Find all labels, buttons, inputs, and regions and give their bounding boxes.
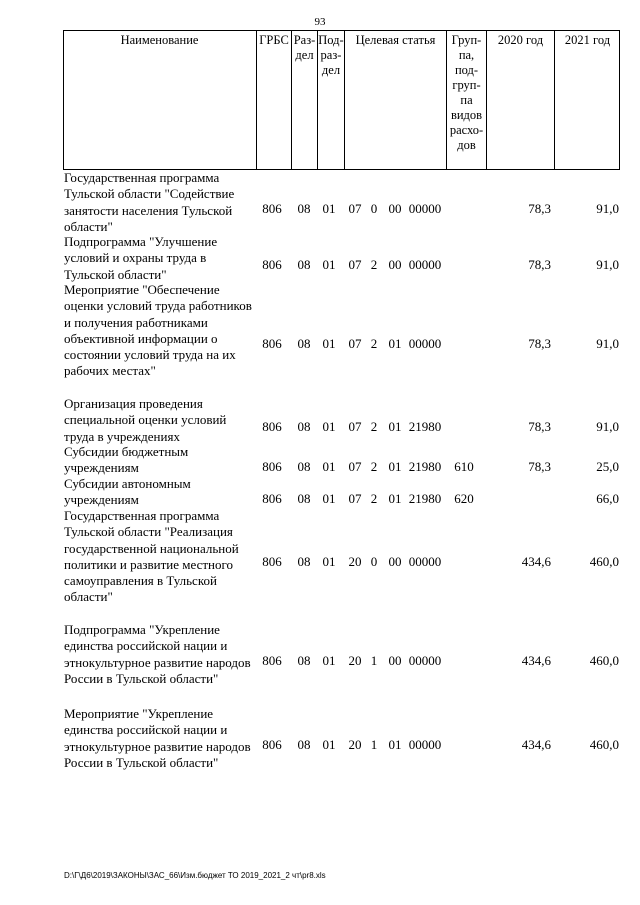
grbs-cell: 806 bbox=[262, 459, 282, 474]
table-row bbox=[0, 444, 640, 478]
file-path-footer: D:\Г\Д6\2019\ЗАКОНЫ\ЗАС_66\Изм.бюджет ТО 2019_2021_2 чт\pr8.xls bbox=[64, 871, 326, 880]
target-c3-cell: 01 bbox=[388, 336, 402, 351]
row-name: Субсидии автономным учреждениям bbox=[64, 476, 191, 508]
row-name: Подпрограмма "Улучшение условий и охраны труда в Тульской области" bbox=[64, 234, 218, 282]
target-c4-cell: 21980 bbox=[408, 491, 442, 506]
target-c2-cell: 1 bbox=[370, 653, 378, 668]
razdel-cell: 08 bbox=[297, 554, 311, 569]
podrazdel-cell: 01 bbox=[322, 554, 336, 569]
target-c1-cell: 20 bbox=[348, 653, 362, 668]
podrazdel-cell: 01 bbox=[322, 653, 336, 668]
header-razdel: Раз- дел bbox=[291, 30, 317, 170]
razdel-cell: 08 bbox=[297, 257, 311, 272]
value-2020-cell: 434,6 bbox=[521, 737, 551, 752]
header-2021: 2021 год bbox=[554, 30, 620, 170]
value-2021-cell: 460,0 bbox=[589, 653, 619, 668]
target-c1-cell: 07 bbox=[348, 459, 362, 474]
target-c1-cell: 07 bbox=[348, 491, 362, 506]
razdel-cell: 08 bbox=[297, 491, 311, 506]
grbs-cell: 806 bbox=[262, 554, 282, 569]
target-c4-cell: 21980 bbox=[408, 419, 442, 434]
header-target: Целевая статья bbox=[344, 30, 446, 170]
target-c4-cell: 00000 bbox=[408, 201, 442, 216]
header-group: Груп- па, под- груп- па видов расхо- дов bbox=[446, 30, 486, 170]
target-c4-cell: 00000 bbox=[408, 336, 442, 351]
target-c3-cell: 01 bbox=[388, 419, 402, 434]
grbs-cell: 806 bbox=[262, 653, 282, 668]
table-row bbox=[0, 170, 640, 236]
table-row bbox=[0, 622, 640, 688]
value-2020-cell: 434,6 bbox=[521, 653, 551, 668]
target-c3-cell: 00 bbox=[388, 201, 402, 216]
target-c3-cell: 00 bbox=[388, 653, 402, 668]
row-name: Государственная программа Тульской области "Реализация государственной национальной политики и развитие местного самоуправления в Тульской области" bbox=[64, 508, 239, 605]
target-c1-cell: 07 bbox=[348, 201, 362, 216]
target-c4-cell: 00000 bbox=[408, 737, 442, 752]
razdel-cell: 08 bbox=[297, 336, 311, 351]
header-2020: 2020 год bbox=[486, 30, 554, 170]
grbs-cell: 806 bbox=[262, 336, 282, 351]
podrazdel-cell: 01 bbox=[322, 737, 336, 752]
value-2020-cell: 78,3 bbox=[528, 201, 551, 216]
table-row bbox=[0, 234, 640, 284]
razdel-cell: 08 bbox=[297, 419, 311, 434]
target-c1-cell: 07 bbox=[348, 336, 362, 351]
target-c2-cell: 0 bbox=[370, 554, 378, 569]
podrazdel-cell: 01 bbox=[322, 459, 336, 474]
table-row bbox=[0, 282, 640, 394]
row-name: Государственная программа Тульской области "Содействие занятости населения Тульской области" bbox=[64, 170, 235, 234]
target-c3-cell: 00 bbox=[388, 554, 402, 569]
value-2021-cell: 91,0 bbox=[596, 419, 619, 434]
row-name: Подпрограмма "Укрепление единства российской нации и этнокультурное развитие народов России в Тульской области" bbox=[64, 622, 251, 686]
razdel-cell: 08 bbox=[297, 201, 311, 216]
value-2021-cell: 66,0 bbox=[596, 491, 619, 506]
target-c1-cell: 07 bbox=[348, 257, 362, 272]
podrazdel-cell: 01 bbox=[322, 491, 336, 506]
grbs-cell: 806 bbox=[262, 737, 282, 752]
target-c1-cell: 07 bbox=[348, 419, 362, 434]
target-c2-cell: 2 bbox=[370, 336, 378, 351]
header-name: Наименование bbox=[120, 33, 199, 47]
target-c3-cell: 01 bbox=[388, 491, 402, 506]
podrazdel-cell: 01 bbox=[322, 201, 336, 216]
value-2020-cell: 434,6 bbox=[521, 554, 551, 569]
row-name: Мероприятие "Обеспечение оценки условий труда работников и получения работниками объективной информации о состоянии условий труда на их рабочих местах" bbox=[64, 282, 252, 379]
vr-cell: 620 bbox=[454, 491, 474, 506]
value-2020-cell: 78,3 bbox=[528, 336, 551, 351]
target-c1-cell: 20 bbox=[348, 737, 362, 752]
grbs-cell: 806 bbox=[262, 257, 282, 272]
target-c4-cell: 00000 bbox=[408, 554, 442, 569]
razdel-cell: 08 bbox=[297, 653, 311, 668]
value-2020-cell: 78,3 bbox=[528, 257, 551, 272]
target-c2-cell: 2 bbox=[370, 257, 378, 272]
grbs-cell: 806 bbox=[262, 201, 282, 216]
grbs-cell: 806 bbox=[262, 419, 282, 434]
header-grbs: ГРБС bbox=[256, 30, 291, 170]
target-c3-cell: 00 bbox=[388, 257, 402, 272]
value-2021-cell: 460,0 bbox=[589, 737, 619, 752]
row-name: Субсидии бюджетным учреждениям bbox=[64, 444, 189, 476]
value-2021-cell: 91,0 bbox=[596, 201, 619, 216]
podrazdel-cell: 01 bbox=[322, 336, 336, 351]
razdel-cell: 08 bbox=[297, 737, 311, 752]
target-c2-cell: 0 bbox=[370, 201, 378, 216]
table-row bbox=[0, 706, 640, 772]
target-c1-cell: 20 bbox=[348, 554, 362, 569]
target-c3-cell: 01 bbox=[388, 737, 402, 752]
vr-cell: 610 bbox=[454, 459, 474, 474]
target-c2-cell: 2 bbox=[370, 459, 378, 474]
value-2020-cell: 78,3 bbox=[528, 459, 551, 474]
table-row bbox=[0, 396, 640, 446]
target-c2-cell: 2 bbox=[370, 491, 378, 506]
value-2021-cell: 25,0 bbox=[596, 459, 619, 474]
podrazdel-cell: 01 bbox=[322, 419, 336, 434]
value-2021-cell: 91,0 bbox=[596, 257, 619, 272]
value-2020-cell: 78,3 bbox=[528, 419, 551, 434]
target-c4-cell: 21980 bbox=[408, 459, 442, 474]
target-c2-cell: 1 bbox=[370, 737, 378, 752]
value-2021-cell: 91,0 bbox=[596, 336, 619, 351]
grbs-cell: 806 bbox=[262, 491, 282, 506]
razdel-cell: 08 bbox=[297, 459, 311, 474]
target-c2-cell: 2 bbox=[370, 419, 378, 434]
podrazdel-cell: 01 bbox=[322, 257, 336, 272]
target-c4-cell: 00000 bbox=[408, 653, 442, 668]
row-name: Мероприятие "Укрепление единства российской нации и этнокультурное развитие народов России в Тульской области" bbox=[64, 706, 251, 770]
table-row bbox=[0, 476, 640, 510]
value-2021-cell: 460,0 bbox=[589, 554, 619, 569]
target-c4-cell: 00000 bbox=[408, 257, 442, 272]
target-c3-cell: 01 bbox=[388, 459, 402, 474]
row-name: Организация проведения специальной оценки условий труда в учреждениях bbox=[64, 396, 227, 444]
page-number: 93 bbox=[314, 16, 326, 28]
table-row bbox=[0, 508, 640, 604]
header-podrazdel: Под- раз- дел bbox=[317, 30, 344, 170]
